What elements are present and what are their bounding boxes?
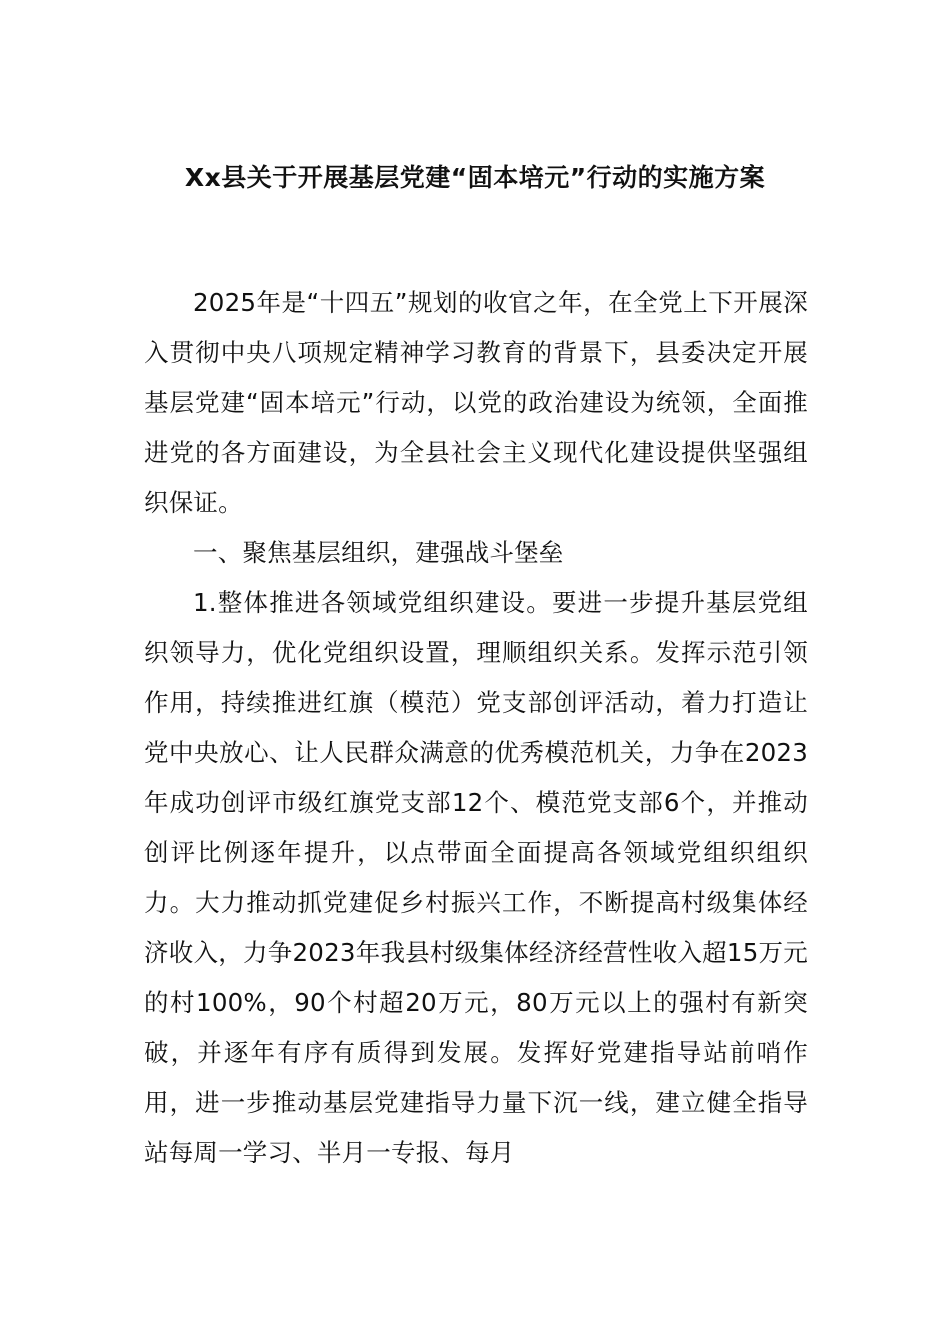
section-heading: 一、聚焦基层组织，建强战斗堡垒 [193, 538, 564, 567]
body-paragraph: 1.整体推进各领域党组织建设。要进一步提升基层党组织领导力，优化党组织设置，理顺组织关系。发挥示范引领作用，持续推进红旗（模范）党支部创评活动，着力打造让党中央放心、让人民群众满意的优秀模范机关，力争在2023年成功创评市级红旗党支部12个、模范党支部6个，并推动创评比例逐年提升，以点带面全面提高各领域党组织组织力。大力推动抓党建促乡村振兴工作，不断提高村级集体经济收入，力争2023年我县村级集体经济经营性收入超15万元的村100%，90个村超20万元，80万元以上的强村有新突破，并逐年有序有质得到发展。发挥好党建指导站前哨作用，进一步推动基层党建指导力量下沉一线，建立健全指导站每周一学习、半月一专报、每月 [144, 588, 808, 1167]
document-body [144, 278, 808, 1178]
document-title: Xx县关于开展基层党建“固本培元”行动的实施方案 [184, 163, 766, 192]
intro-paragraph: 2025年是“十四五”规划的收官之年，在全党上下开展深入贯彻中央八项规定精神学习教育的背景下，县委决定开展基层党建“固本培元”行动，以党的政治建设为统领，全面推进党的各方面建设，为全县社会主义现代化建设提供坚强组织保证。 [144, 288, 808, 517]
